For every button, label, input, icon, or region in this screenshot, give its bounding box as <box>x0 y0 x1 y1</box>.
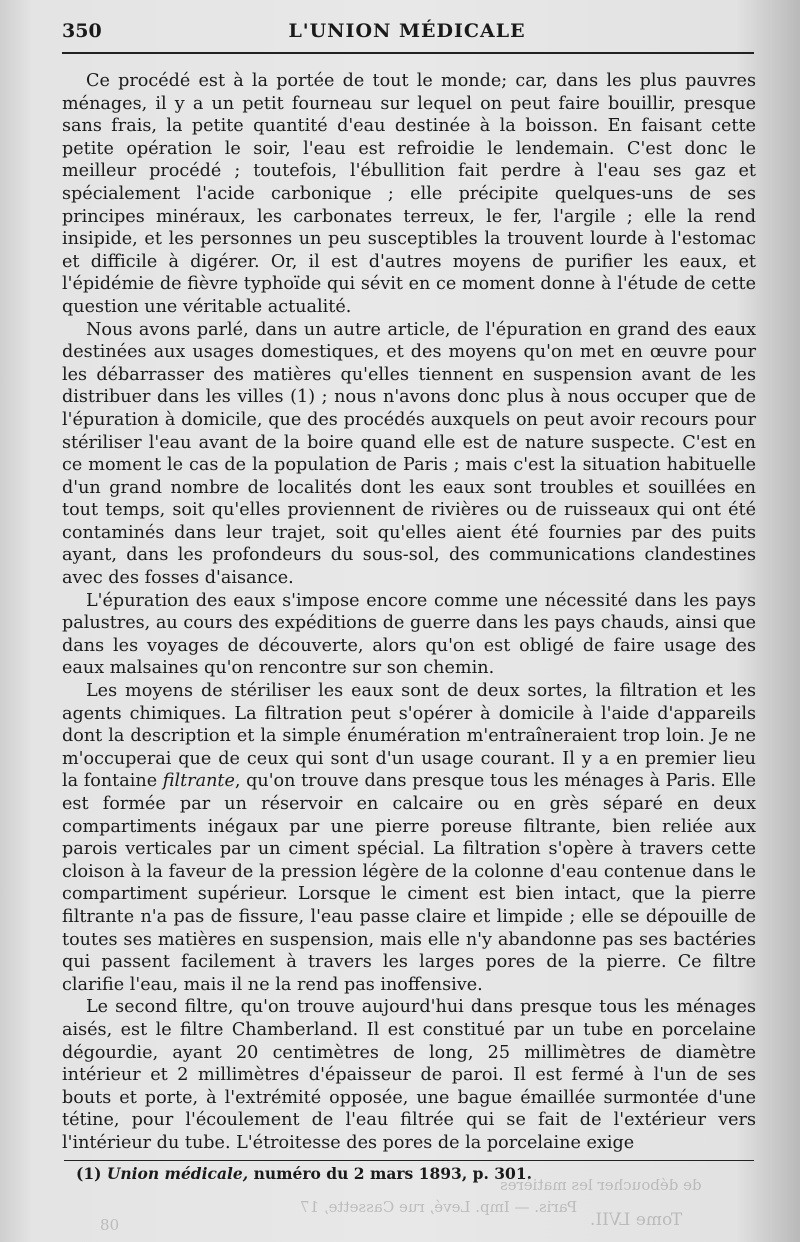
bleed-through-text-2: Paris. — Imp. Levé, rue Cassette, 17 <box>300 1198 578 1216</box>
footnote-text: numéro du 2 mars 1893, p. 301. <box>253 1164 532 1183</box>
paragraph-5: Le second filtre, qu'on trouve aujourd'hui dans presque tous les ménages aisés, est le filtre Chamberland. Il est constitué par un tube en porcelaine dégourdie, ayant 20 centimètres de long, 25 millimètres de diamètre intérieur et 2 millimètres d'épaisseur de paroi. Il est fermé à l'un de ses bouts et porte, à l'extrémité opposée, une bague émaillée surmontée d'une tétine, pour l'écoulement de l'eau filtrée qui se fait de l'extérieur vers l'intérieur du tube. L'étroitesse des pores de la porcelaine exige <box>62 997 756 1153</box>
body-text <box>62 70 756 1155</box>
bleed-through-text-3: Tome LVII. <box>590 1210 683 1230</box>
paragraph-1: Ce procédé est à la portée de tout le monde; car, dans les plus pauvres ménages, il y a un petit fourneau sur lequel on peut faire bouillir, presque sans frais, la petite quantité d'eau destinée à la boisson. En faisant cette petite opération le soir, l'eau est refroidie le lendemain. C'est donc le meilleur procédé ; toutefois, l'ébullition fait perdre à l'eau ses gaz et spécialement l'acide carbonique ; elle précipite quelques-uns de ses principes minéraux, les carbonates terreux, le fer, l'argile ; elle la rend insipide, et les personnes un peu susceptibles la trouvent lourde à l'estomac et difficile à digérer. Or, il est d'autres moyens de purifier les eaux, et l'épidémie de fièvre typhoïde qui sévit en ce moment donne à l'étude de cette question une véritable actualité. <box>62 71 756 317</box>
footnote-marker: (1) <box>76 1164 102 1183</box>
paragraph-2: Nous avons parlé, dans un autre article, de l'épuration en grand des eaux destinées aux usages domestiques, et des moyens qu'on met en œuvre pour les débarrasser des matières qu'elles tiennent en suspension avant de les distribuer dans les villes (1) ; nous n'avons donc plus à nous occuper que de l'épuration à domicile, que des procédés auxquels on peut avoir recours pour stériliser l'eau avant de la boire quand elle est de nature suspecte. C'est en ce moment le cas de la population de Paris ; mais c'est la situation habituelle d'un grand nombre de localités dont les eaux sont troubles et souillées en tout temps, soit qu'elles proviennent de rivières ou de ruisseaux qui ont été contaminés dans leur trajet, soit qu'elles aient été fournies par des puits ayant, dans les profondeurs du sous-sol, des communications clandestines avec des fosses d'aisance. <box>62 319 756 589</box>
page-number: 350 <box>62 20 102 42</box>
bleed-through-text-4: 08 <box>100 1216 120 1234</box>
paragraph-3: L'épuration des eaux s'impose encore comme une nécessité dans les pays palustres, au cours des expéditions de guerre dans les pays chauds, ainsi que dans les voyages de découverte, alors qu'on est obligé de faire usage des eaux malsaines qu'on rencontre sur son chemin. <box>62 590 756 679</box>
paragraph-4: Les moyens de stériliser les eaux sont de deux sortes, la filtration et les agents chimiques. La filtration peut s'opérer à domicile à l'aide d'appareils dont la description et la simple énumération m'entraîneraient trop loin. Je ne m'occuperai que de ceux qui sont d'un usage courant. Il y a en premier lieu la fontaine filtrante, qu'on trouve dans presque tous les ménages à Paris. Elle est formée par un réservoir en calcaire ou en grès séparé en deux compartiments inégaux par une pierre poreuse filtrante, bien reliée aux parois verticales par un ciment spécial. La filtration s'opère à travers cette cloison à la faveur de la pression légère de la colonne d'eau contenue dans le compartiment supérieur. Lorsque le ciment est bien intact, que la pierre filtrante n'a pas de fissure, l'eau passe claire et limpide ; elle se dépouille de toutes ses matières en suspension, mais elle n'y abandonne pas ses bactéries qui passent facilement à travers les larges pores de la pierre. Ce filtre clarifie l'eau, mais il ne la rend pas inoffensive. <box>62 681 756 995</box>
running-title: L'UNION MÉDICALE <box>288 20 526 42</box>
bleed-through-text-1: de déboucher les matières <box>500 1176 702 1194</box>
emphasis-filtrante: filtrante <box>162 771 235 792</box>
footnote-rule <box>64 1160 754 1161</box>
page-header <box>62 18 752 48</box>
header-rule <box>62 52 754 54</box>
footnote-source: Union médicale, <box>106 1164 249 1183</box>
